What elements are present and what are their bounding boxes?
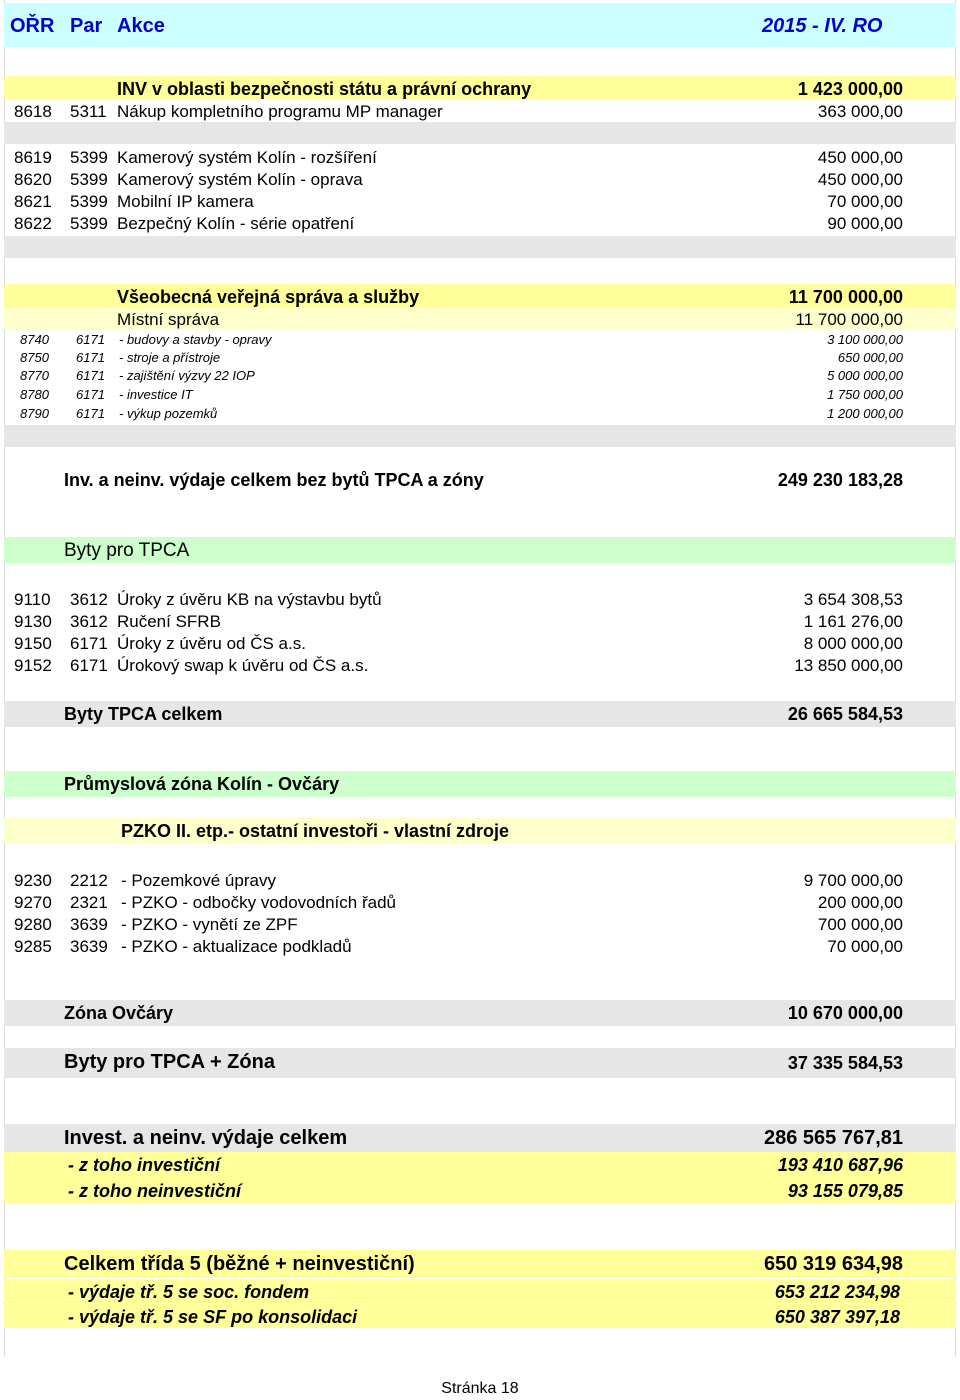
total-value: 249 230 183,28 bbox=[777, 470, 903, 490]
cell-value: 1 200 000,00 bbox=[827, 406, 903, 421]
total-label: - výdaje tř. 5 se SF po konsolidaci bbox=[68, 1307, 358, 1327]
cell-akce: - budovy a stavby - opravy bbox=[119, 332, 272, 347]
cell-akce: - Pozemkové úpravy bbox=[121, 871, 276, 890]
cell-akce: - výkup pozemků bbox=[119, 406, 218, 421]
total-label: Zóna Ovčáry bbox=[64, 1003, 174, 1023]
cell-akce: Ručení SFRB bbox=[117, 612, 221, 631]
cell-par: 6171 bbox=[76, 350, 105, 365]
table-row bbox=[4, 331, 956, 349]
header-col-par: Par bbox=[70, 15, 103, 37]
section-title: INV v oblasti bezpečnosti státu a právní ochrany bbox=[117, 79, 532, 99]
cell-orr: 9280 bbox=[14, 915, 52, 934]
total-value: 653 212 234,98 bbox=[774, 1282, 900, 1302]
cell-par: 3612 bbox=[70, 590, 108, 609]
total-label: Inv. a neinv. výdaje celkem bez bytů TPCA a zóny bbox=[64, 470, 484, 490]
total-label: - z toho investiční bbox=[68, 1155, 221, 1175]
table-row bbox=[4, 610, 956, 632]
section-title: Průmyslová zóna Kolín - Ovčáry bbox=[64, 774, 340, 794]
section-byty-header bbox=[4, 537, 956, 563]
cell-par: 6171 bbox=[76, 368, 105, 383]
subsection-mistni-sprava bbox=[4, 308, 956, 330]
cell-orr: 8618 bbox=[14, 102, 52, 121]
table-row bbox=[4, 913, 956, 935]
cell-par: 5399 bbox=[70, 214, 108, 233]
cell-par: 3612 bbox=[70, 612, 108, 631]
cell-orr: 8621 bbox=[14, 192, 52, 211]
cell-akce: Kamerový systém Kolín - rozšíření bbox=[117, 148, 377, 167]
subsection-pzko bbox=[4, 818, 956, 844]
total-value: 650 387 397,18 bbox=[774, 1307, 900, 1327]
total-value: 650 319 634,98 bbox=[763, 1253, 903, 1275]
cell-orr: 9130 bbox=[14, 612, 52, 631]
cell-value: 8 000 000,00 bbox=[803, 634, 903, 653]
cell-par: 6171 bbox=[76, 332, 105, 347]
cell-orr: 8780 bbox=[20, 387, 49, 402]
section-total: 1 423 000,00 bbox=[797, 79, 903, 99]
cell-akce: Kamerový systém Kolín - oprava bbox=[117, 170, 363, 189]
cell-par: 5399 bbox=[70, 148, 108, 167]
total-label: Celkem třída 5 (běžné + neinvestiční) bbox=[64, 1253, 415, 1275]
table-row bbox=[4, 367, 956, 385]
total-zona bbox=[4, 1000, 956, 1026]
cell-value: 3 654 308,53 bbox=[803, 590, 903, 609]
cell-orr: 8619 bbox=[14, 148, 52, 167]
cell-orr: 9230 bbox=[14, 871, 52, 890]
total-investicni bbox=[4, 1152, 956, 1178]
table-row bbox=[4, 654, 956, 676]
total-trida5 bbox=[4, 1250, 956, 1278]
cell-value: 363 000,00 bbox=[817, 102, 903, 121]
cell-par: 2321 bbox=[70, 893, 108, 912]
cell-orr: 9152 bbox=[14, 656, 52, 675]
cell-orr: 8740 bbox=[20, 332, 49, 347]
cell-orr: 8790 bbox=[20, 406, 49, 421]
total-label: - výdaje tř. 5 se soc. fondem bbox=[68, 1282, 310, 1302]
table-row bbox=[4, 100, 956, 122]
total-label: - z toho neinvestiční bbox=[68, 1181, 242, 1201]
cell-value: 9 700 000,00 bbox=[803, 871, 903, 890]
total-trida5-soc-fond bbox=[4, 1279, 956, 1303]
header-bar bbox=[4, 3, 956, 47]
cell-akce: - PZKO - odbočky vodovodních řadů bbox=[121, 893, 396, 912]
total-value: 10 670 000,00 bbox=[787, 1003, 903, 1023]
total-value: 37 335 584,53 bbox=[787, 1053, 903, 1073]
cell-akce: - investice IT bbox=[119, 387, 193, 402]
cell-par: 6171 bbox=[76, 387, 105, 402]
cell-akce: Úroky z úvěru KB na výstavbu bytů bbox=[117, 590, 382, 609]
table-row bbox=[4, 891, 956, 913]
table-row bbox=[4, 588, 956, 610]
total-celkem bbox=[4, 1124, 956, 1152]
cell-value: 5 000 000,00 bbox=[827, 368, 903, 383]
cell-par: 6171 bbox=[70, 634, 108, 653]
total-value: 93 155 079,85 bbox=[787, 1181, 903, 1201]
section-title: Všeobecná veřejná správa a služby bbox=[117, 287, 420, 307]
cell-value: 70 000,00 bbox=[827, 192, 903, 211]
cell-par: 5311 bbox=[70, 102, 107, 121]
total-value: 26 665 584,53 bbox=[787, 704, 903, 724]
cell-orr: 8620 bbox=[14, 170, 52, 189]
subsection-total: 11 700 000,00 bbox=[795, 310, 903, 329]
total-neinvesticni bbox=[4, 1178, 956, 1204]
cell-value: 450 000,00 bbox=[817, 148, 903, 167]
section-zona-header bbox=[4, 771, 956, 797]
cell-orr: 8770 bbox=[20, 368, 49, 383]
cell-akce: - PZKO - aktualizace podkladů bbox=[121, 937, 352, 956]
total-bez-bytu bbox=[4, 467, 956, 493]
total-trida5-sf-konsolidace bbox=[4, 1304, 956, 1328]
total-value: 193 410 687,96 bbox=[777, 1155, 903, 1175]
cell-akce: Úrokový swap k úvěru od ČS a.s. bbox=[117, 656, 369, 675]
header-col-akce: Akce bbox=[117, 15, 165, 37]
section-bezpecnost-header bbox=[4, 76, 956, 100]
cell-akce: Úroky z úvěru od ČS a.s. bbox=[117, 634, 306, 653]
section-total: 11 700 000,00 bbox=[788, 287, 903, 307]
cell-orr: 8750 bbox=[20, 350, 49, 365]
header-period: 2015 - IV. RO bbox=[762, 15, 883, 37]
table-row bbox=[4, 405, 956, 423]
cell-value: 90 000,00 bbox=[827, 214, 903, 233]
total-label: Byty pro TPCA + Zóna bbox=[64, 1051, 275, 1073]
cell-value: 700 000,00 bbox=[817, 915, 903, 934]
cell-akce: Mobilní IP kamera bbox=[117, 192, 254, 211]
total-label: Byty TPCA celkem bbox=[64, 704, 223, 724]
cell-orr: 9150 bbox=[14, 634, 52, 653]
spacer-row bbox=[4, 236, 956, 258]
table-row bbox=[4, 190, 956, 212]
total-value: 286 565 767,81 bbox=[763, 1127, 903, 1149]
cell-par: 6171 bbox=[70, 656, 108, 675]
total-label: Invest. a neinv. výdaje celkem bbox=[64, 1127, 348, 1149]
cell-value: 3 100 000,00 bbox=[827, 332, 903, 347]
page-number: Stránka 18 bbox=[441, 1380, 519, 1397]
cell-akce: Bezpečný Kolín - série opatření bbox=[117, 214, 355, 233]
table-row bbox=[4, 632, 956, 654]
table-row bbox=[4, 212, 956, 234]
cell-par: 5399 bbox=[70, 192, 108, 211]
cell-value: 1 161 276,00 bbox=[803, 612, 903, 631]
table-row bbox=[4, 869, 956, 891]
subsection-title: Místní správa bbox=[117, 310, 220, 329]
cell-orr: 9285 bbox=[14, 937, 52, 956]
cell-par: 2212 bbox=[70, 871, 108, 890]
cell-value: 450 000,00 bbox=[817, 170, 903, 189]
cell-akce: - zajištění výzvy 22 IOP bbox=[119, 368, 255, 383]
cell-value: 13 850 000,00 bbox=[794, 656, 903, 675]
cell-par: 3639 bbox=[70, 915, 108, 934]
cell-orr: 9270 bbox=[14, 893, 52, 912]
section-title: Byty pro TPCA bbox=[64, 540, 190, 561]
cell-akce: - stroje a přístroje bbox=[119, 350, 221, 365]
spacer-row bbox=[4, 425, 956, 447]
table-row bbox=[4, 146, 956, 168]
table-row bbox=[4, 935, 956, 957]
section-sprava-header bbox=[4, 284, 956, 308]
spacer-row bbox=[4, 122, 956, 144]
cell-orr: 8622 bbox=[14, 214, 52, 233]
cell-par: 5399 bbox=[70, 170, 108, 189]
cell-akce: Nákup kompletního programu MP manager bbox=[117, 102, 443, 121]
cell-value: 200 000,00 bbox=[817, 893, 903, 912]
table-row bbox=[4, 168, 956, 190]
table-row bbox=[4, 349, 956, 367]
table-row bbox=[4, 386, 956, 404]
cell-akce: - PZKO - vynětí ze ZPF bbox=[121, 915, 298, 934]
cell-value: 1 750 000,00 bbox=[827, 387, 903, 402]
total-byty bbox=[4, 701, 956, 727]
cell-value: 650 000,00 bbox=[837, 350, 903, 365]
cell-par: 3639 bbox=[70, 937, 108, 956]
header-col-orr: OŘR bbox=[10, 15, 55, 37]
cell-par: 6171 bbox=[76, 406, 105, 421]
cell-orr: 9110 bbox=[14, 590, 51, 609]
cell-value: 70 000,00 bbox=[827, 937, 903, 956]
total-byty-zona bbox=[4, 1048, 956, 1078]
subsection-title: PZKO II. etp.- ostatní investoři - vlastní zdroje bbox=[121, 821, 510, 841]
